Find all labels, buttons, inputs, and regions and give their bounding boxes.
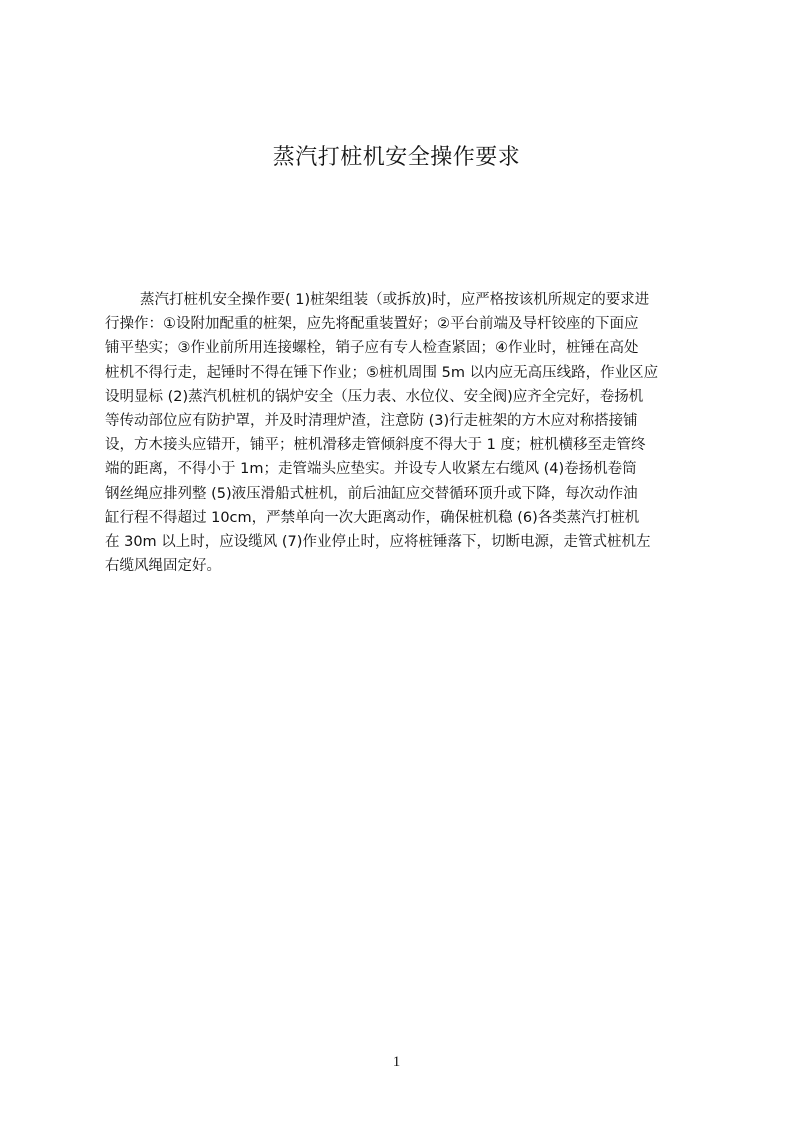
page-number: 1: [392, 1054, 401, 1070]
paragraph-line: 缸行程不得超过 10cm，严禁单向一次大距离动作，确保桩机稳 (6)各类蒸汽打桩机: [105, 509, 640, 526]
paragraph-line: 设明显标 (2)蒸汽机桩机的锅炉安全（压力表、水位仪、安全阀)应齐全完好，卷扬机: [105, 388, 644, 405]
body-paragraph: [105, 288, 708, 578]
paragraph-line: 设，方木接头应错开，铺平；桩机滑移走管倾斜度不得大于 1 度；桩机横移至走管终: [105, 437, 646, 454]
document-title: 蒸汽打桩机安全操作要求: [272, 145, 521, 170]
paragraph-line: 行操作：①设附加配重的桩架，应先将配重装置好；②平台前端及导杆铰座的下面应: [105, 316, 639, 333]
paragraph-line: 蒸汽打桩机安全操作要( 1)桩架组装（或拆放)时，应严格按该机所规定的要求进: [140, 292, 650, 308]
paragraph-line: 铺平垫实；③作业前所用连接螺栓，销子应有专人检查紧固；④作业时，桩锤在高处: [105, 340, 639, 357]
paragraph-line: 端的距离，不得小于 1m；走管端头应垫实。并设专人收紧左右缆风 (4)卷扬机卷筒: [105, 461, 637, 478]
paragraph-line: 桩机不得行走，起锤时不得在锤下作业；⑤桩机周围 5m 以内应无高压线路，作业区应: [105, 364, 659, 381]
paragraph-line: 在 30m 以上时，应设缆风 (7)作业停止时，应将桩锤落下，切断电源，走管式桩机左: [105, 533, 651, 550]
paragraph-line: 等传动部位应有防护罩，并及时清理炉渣，注意防 (3)行走桩架的方木应对称搭接铺: [105, 412, 638, 429]
paragraph-line: 右缆风绳固定好。: [105, 558, 221, 575]
paragraph-line: 钢丝绳应排列整 (5)液压滑船式桩机，前后油缸应交替循环顶升或下降，每次动作油: [105, 485, 638, 502]
